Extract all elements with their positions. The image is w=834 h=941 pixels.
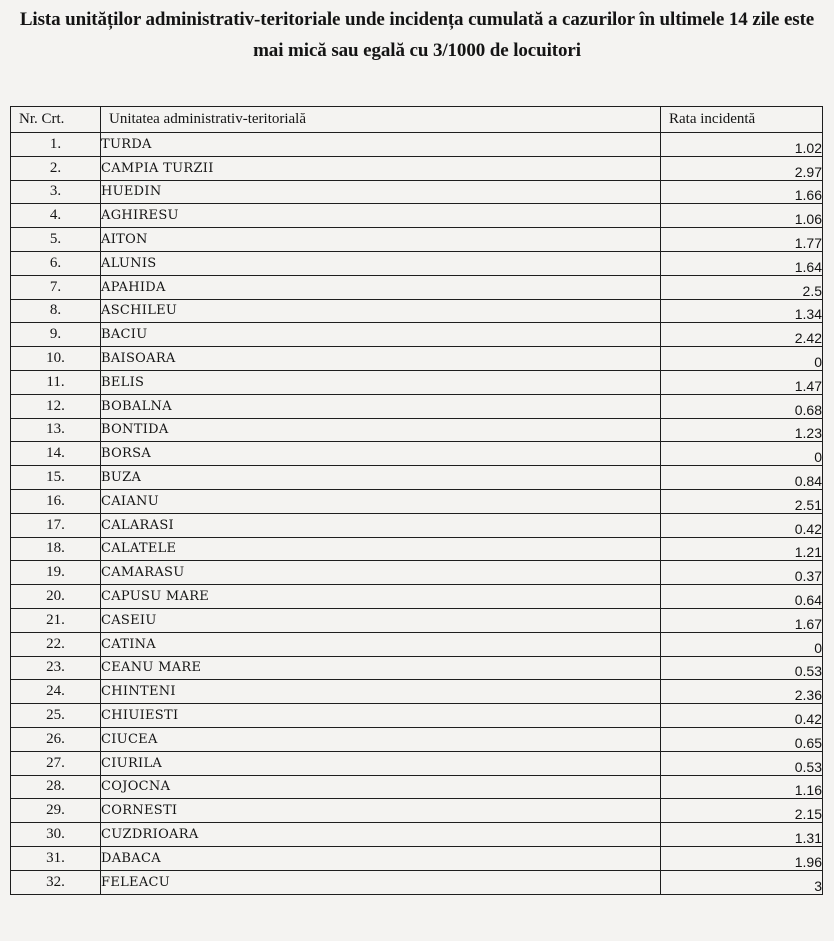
- unit-name: CAPUSU MARE: [101, 585, 661, 609]
- unit-name: FELEACU: [101, 870, 661, 894]
- table-row: [11, 656, 823, 680]
- incidence-rate: 1.66: [661, 180, 823, 204]
- unit-name: CATINA: [101, 632, 661, 656]
- unit-name: COJOCNA: [101, 775, 661, 799]
- unit-name: CALATELE: [101, 537, 661, 561]
- row-number: 25.: [11, 704, 101, 728]
- incidence-rate: 0.53: [661, 751, 823, 775]
- table-row: [11, 751, 823, 775]
- table-row: [11, 870, 823, 894]
- incidence-rate: 0.53: [661, 656, 823, 680]
- incidence-rate: 2.97: [661, 156, 823, 180]
- unit-name: CASEIU: [101, 608, 661, 632]
- row-number: 27.: [11, 751, 101, 775]
- incidence-rate: 1.64: [661, 251, 823, 275]
- row-number: 1.: [11, 133, 101, 157]
- incidence-rate: 2.51: [661, 489, 823, 513]
- header-unit-name: Unitatea administrativ-teritorială: [101, 107, 661, 133]
- unit-name: BUZA: [101, 466, 661, 490]
- incidence-rate: 0.68: [661, 394, 823, 418]
- header-incidence-rate: Rata incidentă: [661, 107, 823, 133]
- incidence-rate: 1.77: [661, 228, 823, 252]
- table-row: [11, 156, 823, 180]
- table-row: [11, 537, 823, 561]
- unit-name: CAIANU: [101, 489, 661, 513]
- incidence-rate: 0: [661, 442, 823, 466]
- row-number: 15.: [11, 466, 101, 490]
- incidence-rate: 2.5: [661, 275, 823, 299]
- row-number: 19.: [11, 561, 101, 585]
- row-number: 14.: [11, 442, 101, 466]
- incidence-rate: 0: [661, 632, 823, 656]
- table-row: [11, 632, 823, 656]
- incidence-rate: 0.37: [661, 561, 823, 585]
- unit-name: CIURILA: [101, 751, 661, 775]
- row-number: 18.: [11, 537, 101, 561]
- table-row: [11, 180, 823, 204]
- incidence-rate: 0: [661, 347, 823, 371]
- unit-name: CALARASI: [101, 513, 661, 537]
- incidence-rate: 1.16: [661, 775, 823, 799]
- unit-name: BORSA: [101, 442, 661, 466]
- table-row: [11, 846, 823, 870]
- incidence-rate: 1.21: [661, 537, 823, 561]
- incidence-rate: 3: [661, 870, 823, 894]
- row-number: 4.: [11, 204, 101, 228]
- table-row: [11, 680, 823, 704]
- unit-name: BACIU: [101, 323, 661, 347]
- table-row: [11, 585, 823, 609]
- row-number: 17.: [11, 513, 101, 537]
- row-number: 30.: [11, 823, 101, 847]
- row-number: 5.: [11, 228, 101, 252]
- unit-name: ASCHILEU: [101, 299, 661, 323]
- incidence-rate: 1.31: [661, 823, 823, 847]
- row-number: 26.: [11, 727, 101, 751]
- table-row: [11, 394, 823, 418]
- unit-name: BELIS: [101, 370, 661, 394]
- incidence-rate: 1.47: [661, 370, 823, 394]
- table-row: [11, 775, 823, 799]
- incidence-rate: 1.06: [661, 204, 823, 228]
- header-nr-crt: Nr. Crt.: [11, 107, 101, 133]
- table-row: [11, 466, 823, 490]
- row-number: 12.: [11, 394, 101, 418]
- row-number: 22.: [11, 632, 101, 656]
- table-row: [11, 251, 823, 275]
- incidence-rate: 1.23: [661, 418, 823, 442]
- row-number: 3.: [11, 180, 101, 204]
- row-number: 32.: [11, 870, 101, 894]
- incidence-rate: 1.34: [661, 299, 823, 323]
- row-number: 31.: [11, 846, 101, 870]
- unit-name: CEANU MARE: [101, 656, 661, 680]
- table-row: [11, 727, 823, 751]
- incidence-rate: 2.36: [661, 680, 823, 704]
- row-number: 28.: [11, 775, 101, 799]
- table-row: [11, 299, 823, 323]
- row-number: 7.: [11, 275, 101, 299]
- row-number: 11.: [11, 370, 101, 394]
- incidence-table: [10, 106, 823, 895]
- table-row: [11, 228, 823, 252]
- unit-name: TURDA: [101, 133, 661, 157]
- row-number: 21.: [11, 608, 101, 632]
- table-row: [11, 608, 823, 632]
- row-number: 23.: [11, 656, 101, 680]
- incidence-rate: 1.02: [661, 133, 823, 157]
- table-row: [11, 204, 823, 228]
- title-line-2: mai mică sau egală cu 3/1000 de locuitori: [253, 40, 581, 61]
- table-row: [11, 489, 823, 513]
- unit-name: APAHIDA: [101, 275, 661, 299]
- table-row: [11, 347, 823, 371]
- incidence-rate: 0.65: [661, 727, 823, 751]
- unit-name: AITON: [101, 228, 661, 252]
- table-row: [11, 323, 823, 347]
- document-title: [0, 4, 834, 66]
- incidence-rate: 1.67: [661, 608, 823, 632]
- table-row: [11, 442, 823, 466]
- unit-name: CHINTENI: [101, 680, 661, 704]
- unit-name: AGHIRESU: [101, 204, 661, 228]
- unit-name: CAMPIA TURZII: [101, 156, 661, 180]
- unit-name: CORNESTI: [101, 799, 661, 823]
- unit-name: CHIUIESTI: [101, 704, 661, 728]
- incidence-rate: 0.42: [661, 704, 823, 728]
- row-number: 10.: [11, 347, 101, 371]
- table-row: [11, 561, 823, 585]
- table-row: [11, 275, 823, 299]
- row-number: 9.: [11, 323, 101, 347]
- row-number: 24.: [11, 680, 101, 704]
- incidence-rate: 2.42: [661, 323, 823, 347]
- table-row: [11, 370, 823, 394]
- unit-name: BONTIDA: [101, 418, 661, 442]
- unit-name: HUEDIN: [101, 180, 661, 204]
- incidence-rate: 0.64: [661, 585, 823, 609]
- title-line-1: Lista unităților administrativ-teritoriale unde incidența cumulată a cazurilor în ultimele 14 zile este: [19, 9, 815, 30]
- table-header-row: [11, 107, 823, 133]
- table-row: [11, 823, 823, 847]
- table-row: [11, 418, 823, 442]
- table-row: [11, 133, 823, 157]
- row-number: 13.: [11, 418, 101, 442]
- incidence-rate: 0.84: [661, 466, 823, 490]
- unit-name: BOBALNA: [101, 394, 661, 418]
- row-number: 6.: [11, 251, 101, 275]
- row-number: 29.: [11, 799, 101, 823]
- table-row: [11, 704, 823, 728]
- unit-name: CAMARASU: [101, 561, 661, 585]
- row-number: 16.: [11, 489, 101, 513]
- row-number: 20.: [11, 585, 101, 609]
- incidence-rate: 1.96: [661, 846, 823, 870]
- unit-name: DABACA: [101, 846, 661, 870]
- unit-name: CIUCEA: [101, 727, 661, 751]
- incidence-rate: 0.42: [661, 513, 823, 537]
- unit-name: ALUNIS: [101, 251, 661, 275]
- unit-name: CUZDRIOARA: [101, 823, 661, 847]
- row-number: 2.: [11, 156, 101, 180]
- table-body: [11, 133, 823, 895]
- incidence-rate: 2.15: [661, 799, 823, 823]
- unit-name: BAISOARA: [101, 347, 661, 371]
- row-number: 8.: [11, 299, 101, 323]
- table-row: [11, 799, 823, 823]
- table-row: [11, 513, 823, 537]
